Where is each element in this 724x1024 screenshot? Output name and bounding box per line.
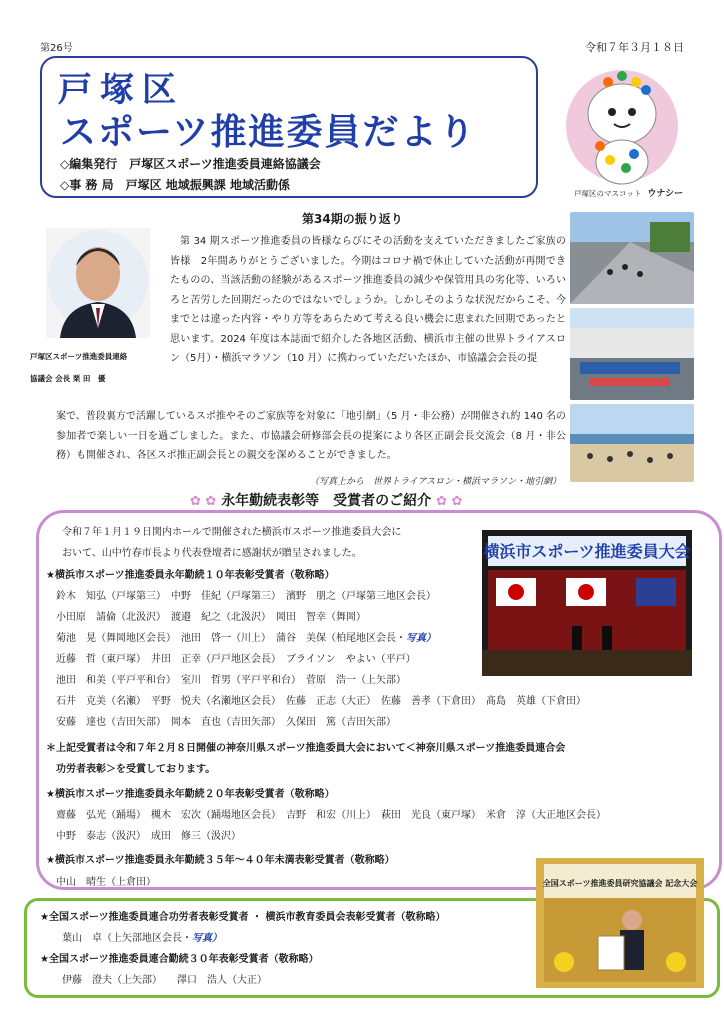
group-20-heading: ★横浜市スポーツ推進委員永年勤続２０年表彰受賞者（敬称略） (46, 789, 335, 800)
awards-title: ✿ ✿ 永年勤続表彰等 受賞者のご紹介 ✿ ✿ (190, 493, 463, 509)
ceremony-banner: 横浜市スポーツ推進委員大会 (483, 542, 691, 561)
ceremony-photo (482, 530, 692, 676)
list-item: 鈴木 知弘（戸塚第三） 中野 佳紀（戸塚第三） 濱野 朋之（戸塚第三地区会長） (56, 591, 436, 602)
list-item: 中野 泰志（汲沢） 成田 修三（汲沢） (56, 831, 241, 842)
national-heading-2: ★全国スポーツ推進委員連合勤続３０年表彰受賞者（敬称略） (40, 954, 319, 965)
issue-number: 第26号 (40, 43, 73, 54)
ward-name: 戸塚区 (58, 70, 184, 110)
group-10-heading: ★横浜市スポーツ推進委員永年勤続１０年表彰受賞者（敬称略） (46, 570, 335, 581)
photo-tag: 写真） (406, 633, 436, 644)
event-sign: 全国スポーツ推進委員研究協議会 記念大会 (542, 879, 698, 888)
list-item: 中山 晴生（上倉田） (56, 877, 156, 888)
note-line-1: ＊上記受賞者は令和７年２月８日開催の神奈川県スポーツ推進委員大会において＜神奈川県スポーツ推進委員連合会 (46, 743, 566, 754)
list-item: 伊藤 澄夫（上矢部） 澤口 浩人（大正） (62, 975, 267, 986)
review-paragraph-1: 第 34 期スポーツ推進委員の皆様ならびにその活動を支えていただきましたご家族の皆様 2年間ありがとうございました。今期はコロナ禍で休止していた活動が再開できたものの、当該活動の経験があるスポーツ推進委員の減少や保管用具の劣化等、いろいろと苦労した回期だったのではないでしょうか。しかしそのような状況だからこそ、今までとは違った内容・やり方等をあらためて考える良い機会に恵まれた回期であったと思います。2024 年度は本誌面で紹介した各地区活動、横浜市主催の世界トライアスロン（5月）・横浜マラソン（10 月）に携わっていただいたほか、市協議会会長の提 (170, 236, 566, 364)
office-line: ◇事 務 局 戸塚区 地域振興課 地域活動係 (60, 178, 290, 192)
flower-icon: ✿ ✿ (436, 494, 463, 509)
awards-intro: 令和７年１月１９日関内ホールで開催された横浜市スポーツ推進委員大会に おいて、山中竹春市長より代表登壇者に感謝状が贈呈されました。 (62, 527, 402, 559)
mascot-illustration (560, 64, 684, 194)
issue-date: 令和７年３月１８日 (585, 41, 684, 54)
award-ceremony-photo (536, 858, 704, 988)
review-paragraph-2: 案で、普段裏方で活躍しているスポ推やそのご家族等を対象に「地引網」（5 月・非公務）が開催され約 140 名の参加者で楽しい一日を過ごしました。また、市協議会研修部会長の提案により各区正副会長交流会（8 月・非公務）も開催され、各区スポ推正副会長との親交を深めることができました。 (56, 411, 566, 461)
list-item: 池田 和美（平戸平和台） 室川 哲男（平戸平和台） 菅原 浩一（上矢部） (56, 675, 406, 686)
chairman-portrait (46, 228, 150, 338)
mascot-caption: 戸塚区のマスコット ウナシー (574, 189, 684, 199)
list-item: 菊池 晃（舞岡地区会長） 池田 啓一（川上） 蒲谷 美保（柏尾地区会長・写真） (56, 633, 436, 644)
chairman-caption: 戸塚区スポーツ推進委員連絡 協議会 会長 栗 田 優 (30, 352, 128, 383)
mascot-name: ウナシー (647, 189, 684, 199)
list-item: 小田原 請倫（北汲沢） 渡邉 紀之（北汲沢） 岡田 智幸（舞岡） (56, 612, 366, 623)
note-line-2: 功労者表彰＞を受賞しております。 (56, 764, 216, 775)
triathlon-photo (570, 212, 694, 304)
list-item: 近藤 哲（東戸塚） 井田 正幸（戸戸地区会長） ブライソン やよい（平戸） (56, 654, 416, 665)
list-item: 葉山 卓（上矢部地区会長・写真） (62, 933, 222, 944)
list-item: 齋藤 弘光（踊場） 槻木 宏次（踊場地区会長） 吉野 和宏（川上） 萩田 光良（東戸塚） 米倉 淳（大正地区会長） (56, 810, 606, 821)
photo-tag: 写真） (192, 933, 222, 944)
photo-caption: （写真上から 世界トライアスロン・横浜マラソン・地引網） (310, 477, 562, 487)
publisher-line: ◇編集発行 戸塚区スポーツ推進委員連絡協議会 (60, 157, 321, 171)
review-title: 第34期の振り返り (302, 212, 403, 226)
national-heading-1: ★全国スポーツ推進委員連合功労者表彰受賞者 ・ 横浜市教育委員会表彰受賞者（敬称略） (40, 912, 446, 923)
marathon-photo (570, 308, 694, 400)
list-item: 石井 克美（名瀬） 平野 悦夫（名瀬地区会長） 佐藤 正志（大正） 佐藤 善孝（下倉田） 髙島 英雄（下倉田） (56, 696, 586, 707)
list-item: 安藤 達也（吉田矢部） 岡本 直也（吉田矢部） 久保田 篤（吉田矢部） (56, 717, 396, 728)
event-photos (570, 212, 694, 486)
fishing-net-photo (570, 404, 694, 482)
flower-icon: ✿ ✿ (190, 494, 217, 509)
newsletter-title: スポーツ推進委員だより (60, 112, 477, 153)
group-35-heading: ★横浜市スポーツ推進委員永年勤続３５年～４０年未満表彰受賞者（敬称略） (46, 855, 395, 866)
